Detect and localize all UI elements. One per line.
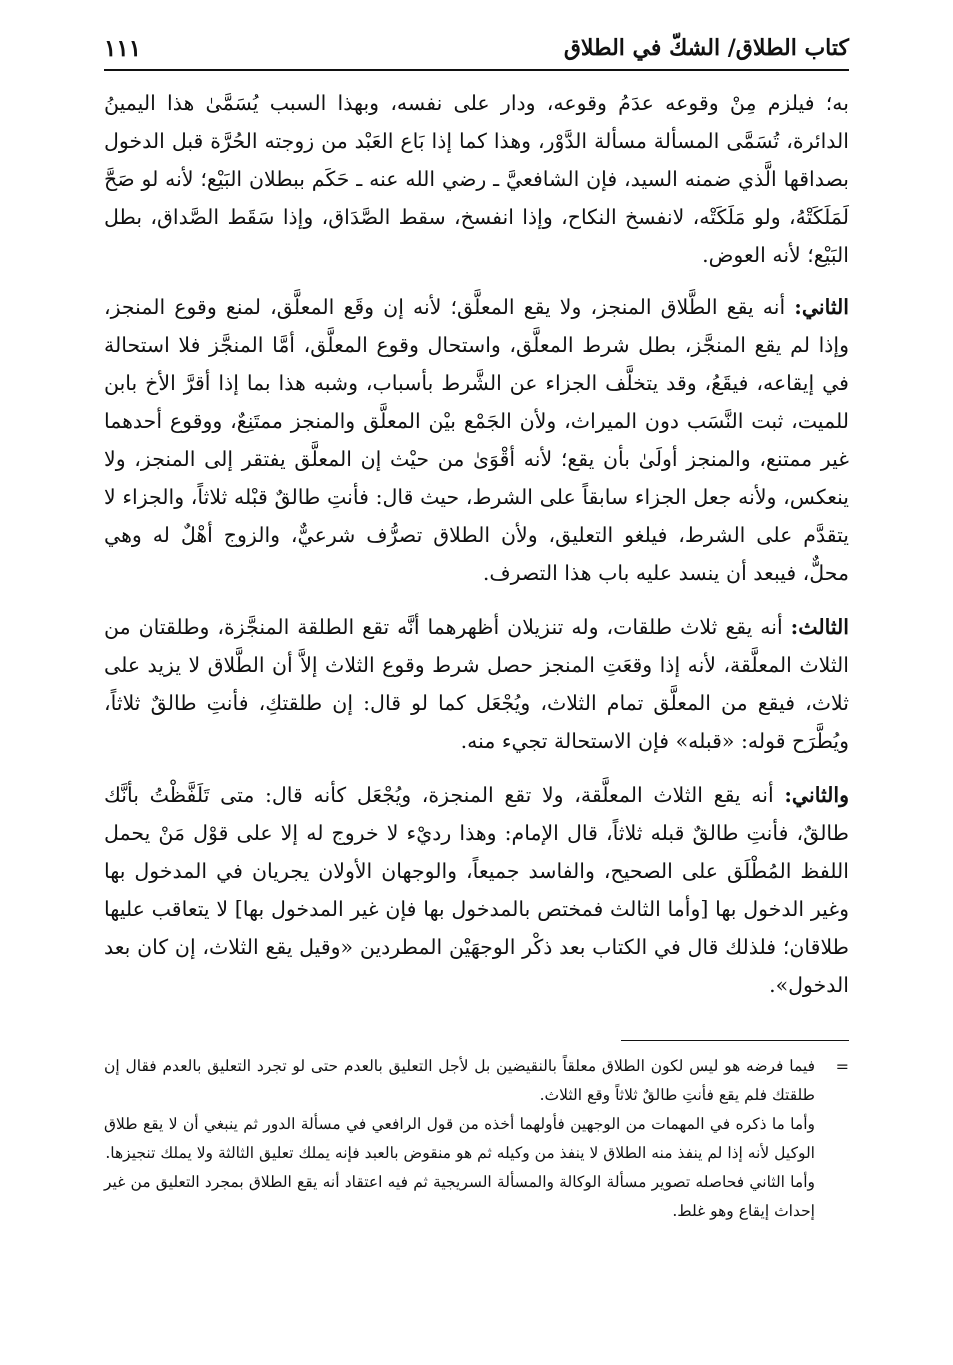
paragraph-4-text: أنه يقع الثلاث المعلَّقة، ولا تقع المنجزة، ويُجْعَل كأنه قال: متى تَلَفَّظْتُ بأنَّك طالقٌ، فأنتِ طالقٌ قبله ثلاثاً، قال الإمام: وهذا رديْء لا خروج له إلا على قوْل مَنْ يحمل اللفظ المُطْلَق على الصحيح، والفاسد جميعاً، والوجهان الأولان يجريان في المدخول بها وغير الدخول بها [وأما الثالث فمختص بالمدخول بها فإن غير المدخول بها] لا يتعاقب عليها طلاقان؛ فلذلك قال في الكتاب بعد ذكْر الوجهَيْن المطردين «وقيل يقع الثلاث، إن كان بعد الدخول». bbox=[104, 783, 849, 997]
header-title: كتاب الطلاق/ الشكّ في الطلاق bbox=[563, 35, 849, 61]
footnote-text bbox=[104, 1052, 815, 1226]
paragraph-3-heading: الثالث: bbox=[790, 615, 849, 639]
main-text bbox=[104, 84, 849, 1020]
footnote-block bbox=[104, 1052, 849, 1226]
paragraph-1 bbox=[104, 84, 849, 274]
paragraph-2 bbox=[104, 288, 849, 592]
paragraph-3 bbox=[104, 608, 849, 760]
footnotes bbox=[104, 1052, 849, 1226]
paragraph-3-text: أنه يقع ثلاث طلقات، وله تنزيلان أظهرهما أنَّه تقع الطلقة المنجَّزة، وطلقتان من الثلاث المعلَّقة، لأنه إذا وقعَتِ المنجز حصل شرط وقوع الثلاث إلاَّ أن الطَّلاق لا يزيد على ثلاث، فيقع من المعلَّق تمام الثلاث، ويُجْعَل كما لو قال: إن طلقتكِ، فأنتِ طالقٌ ثلاثاً، ويُطَّرَح قوله: «قبله» فإن الاستحالة تجيء منه. bbox=[104, 615, 849, 753]
footnote-continuation-marker: = bbox=[835, 1057, 849, 1076]
footnote-paragraph-3: وأما الثاني فحاصله تصوير مسألة الوكالة والمسألة السريجية ثم فيه اعتقاد أنه يقع الطلاق بمجرد التعليق من غير إحداث إيقاع وهو غلط. bbox=[104, 1173, 815, 1220]
header-rule bbox=[104, 69, 849, 71]
page-number: ١١١ bbox=[104, 34, 142, 62]
footnote-paragraph-1: فيما فرضه هو ليس لكون الطلاق معلقاً بالنقيضين بل لأجل التعليق بالعدم حتى لو تجرد التعليق بالعدم فقال إن طلقتك فلم يقع فأنتِ طالقٌ ثلاثاً وقع الثلاث. bbox=[104, 1057, 815, 1104]
paragraph-2-heading: الثاني: bbox=[794, 295, 849, 319]
footnote-separator bbox=[621, 1040, 849, 1041]
paragraph-4-heading: والثاني: bbox=[784, 783, 849, 807]
paragraph-2-text: أنه يقع الطَّلاق المنجز، ولا يقع المعلَّق؛ لأنه إن وقَع المعلَّق، لمنع وقوع المنجز، وإذا لم يقع المنجَّز، بطل شرط المعلَّق، واستحال وقوع المعلَّق، أمَّا المنجَّز فلا استحالة في إيقاعه، فيقَعُ، وقد يتخلَّف الجزاء عن الشَّرط بأسباب، وشبه هذا بما إذا أقرَّ الأخ بابن للميت، ثبت النَّسَب دون الميراث، ولأن الجَمْع بيْن المعلَّق والمنجز ممتَنِعٌ، ووقوع أحدهما غير ممتنع، والمنجز أولَىٰ بأن يقع؛ لأنه أقْوَىٰ من حيْث إن المعلَّق يفتقر إلى المنجز، ولا ينعكس، ولأنه جعل الجزاء سابقاً على الشرط، حيث قال: فأنتِ طالقٌ قبْله ثلاثاً، والجزاء لا يتقدَّم على الشرط، فيلغو التعليق، ولأن الطلاق تصرُّف شرعيٌّ، والزوج أهْلٌ له وهي محلٌّ، فيبعد أن ينسد عليه باب هذا التصرف. bbox=[104, 295, 849, 585]
paragraph-4 bbox=[104, 776, 849, 1004]
footnote-paragraph-2: وأما ما ذكره في المهمات من الوجهين فأولهما أخذه من قول الرافعي في مسألة الدور ثم ينبغي أن لا يقع طلاق الوكيل لأنه إذا لم ينفذ منه الطلاق لا ينفذ من وكيله ثم هو منقوض بالعبد فإنه يملك تعليق الثالثة ولا يملك تنجيزها. bbox=[104, 1115, 815, 1162]
running-header bbox=[104, 28, 849, 68]
paragraph-1-text: به؛ فيلزم مِنْ وقوعه عدَمُ وقوعه، ودار على نفسه، وبهذا السبب يُسَمَّىٰ هذا اليمينُ الدائرة، تُسَمَّى المسألة مسألة الدَّوْر، وهذا كما إذا بَاع العَبْد من زوجته الحُرَّة قبل الدخول بصداقها الَّذي ضمنه السيد، فإن الشافعيَّ ـ رضي الله عنه ـ حَكَم ببطلان البَيْع؛ لأنه لو صَحَّ لَمَلَكَتْهُ، ولو مَلَكَتْه، لانفسخ النكاح، وإذا انفسخ، سقط الصَّدَاق، وإذا سَقَط الصَّداق، بطل البَيْع؛ لأنه العوض. bbox=[104, 91, 849, 267]
